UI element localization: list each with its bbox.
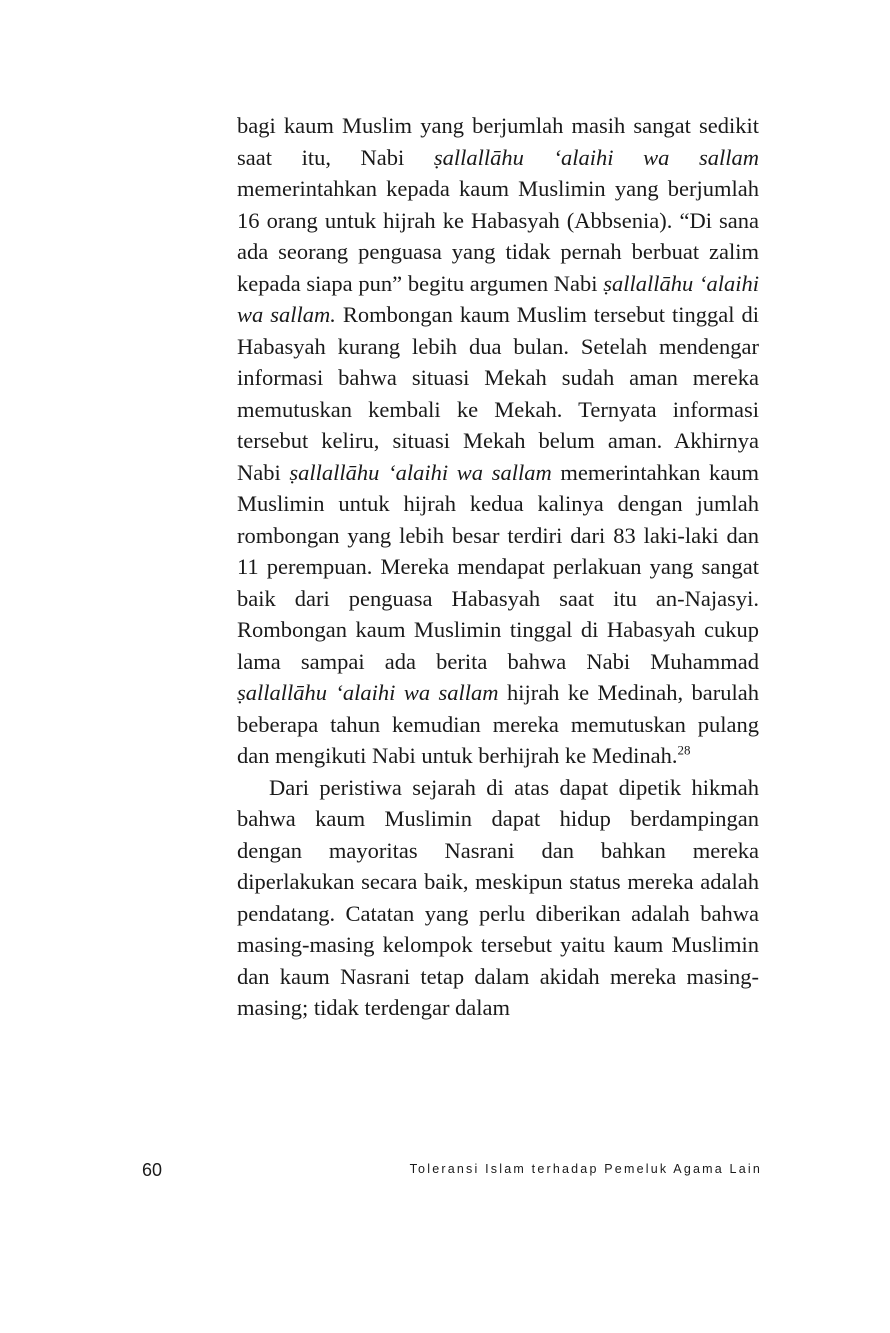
paragraph-1-segment: bagi kaum Muslim yang berjumlah masih sangat sedikit saat itu, Nabi — [237, 113, 759, 170]
paragraph-1-segment: hijrah ke Medinah, barulah beberapa tahun kemudian mereka memutuskan pulang dan mengikuti Nabi untuk berhijrah ke Medinah. — [237, 680, 759, 768]
paragraph-1-segment: Rombongan kaum Muslim tersebut tinggal di Habasyah kurang lebih dua bulan. Setelah mendengar informasi bahwa situasi Mekah sudah aman mereka memutuskan kembali ke Mekah. Ternyata informasi tersebut keliru, situasi Mekah belum aman. Akhirnya Nabi — [237, 302, 759, 485]
body-text — [237, 110, 759, 1024]
honorific-italic: ṣallallāhu ‘alaihi wa sallam — [237, 680, 499, 705]
honorific-italic: ṣallallāhu ‘alaihi wa sallam. — [237, 270, 759, 327]
paragraph-1 — [237, 110, 759, 772]
paragraph-1-segment: memerintahkan kepada kaum Muslimin yang berjumlah 16 orang untuk hijrah ke Habasyah (Abbsenia). “Di sana ada seorang penguasa yang tidak pernah berbuat zalim kepada siapa pun” begitu argumen Nabi — [237, 176, 759, 296]
honorific-italic: ṣallallāhu ‘alaihi wa sallam — [289, 459, 552, 485]
paragraph-2: Dari peristiwa sejarah di atas dapat dipetik hikmah bahwa kaum Muslimin dapat hidup berdampingan dengan mayoritas Nasrani dan bahkan mereka diperlakukan secara baik, meskipun status mereka adalah pendatang. Catatan yang perlu diberikan adalah bahwa masing-masing kelompok tersebut yaitu kaum Muslimin dan kaum Nasrani tetap dalam akidah mereka masing-masing; tidak terdengar dalam — [237, 774, 759, 1020]
page-number: 60 — [142, 1160, 163, 1180]
paragraph-1-segment: memerintahkan kaum Muslimin untuk hijrah kedua kalinya dengan jumlah rombongan yang lebih besar terdiri dari 83 laki-laki dan 11 perempuan. Mereka mendapat perlakuan yang sangat baik dari penguasa Habasyah saat itu an-Najasyi. Rombongan kaum Muslimin tinggal di Habasyah cukup lama sampai ada berita bahwa Nabi Muhammad — [237, 459, 759, 674]
running-title: Toleransi Islam terhadap Pemeluk Agama Lain — [409, 1162, 762, 1176]
footnote-reference[interactable]: 28 — [677, 742, 691, 758]
honorific-italic: ṣallallāhu ‘alaihi wa sallam — [433, 144, 759, 170]
